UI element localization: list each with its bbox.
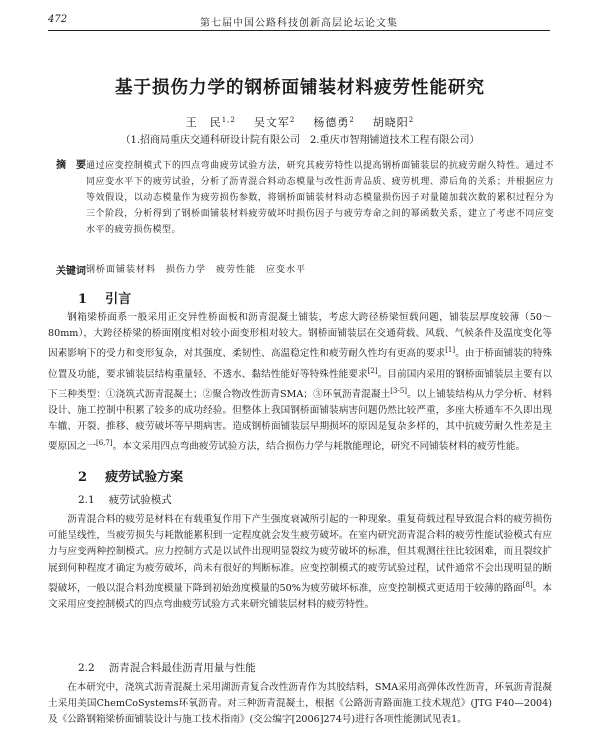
- section-title: 疲劳试验方案: [105, 470, 184, 485]
- author-affiliation-mark: 1,2: [221, 116, 236, 124]
- subsection-title: 沥青混合料最佳沥青用量与性能: [108, 662, 256, 674]
- paper-title: 基于损伤力学的钢桥面铺装材料疲劳性能研究: [115, 78, 485, 98]
- section-heading-2: [78, 466, 183, 485]
- paragraph-fatigue-mode: 沥青混合料的疲劳是材料在有载重复作用下产生强度衰减所引起的一种现象。重复荷载过程导致混合料的疲劳损伤可能呈线性，当疲劳损失与耗散能累积到一定程度就会发生疲劳破坏。在室内研究沥青混合料的疲劳性能试验模式有应力与应变两种控制模式。应力控制方式是以试件出现明显裂纹为疲劳破坏的标准，但其观测往往比较困难，而且裂纹扩展到何种程度才确定为疲劳破坏，尚未有很好的判断标准。应变控制模式的疲劳试验过程，试件通常不会出现明显的断裂破坏，一般以混合料劲度模量下降到初始劲度模量的50%为疲劳破坏标准，应变控制模式更适用于较薄的路面[8]。本文采用应变控制模式的四点弯曲疲劳试验方式来研究铺装层材料的疲劳特性。: [48, 514, 552, 611]
- author-affiliation-mark: 2: [408, 116, 415, 124]
- section-title: 引言: [105, 292, 132, 307]
- subsection-number: 2.2: [78, 662, 95, 674]
- header-rule: [48, 30, 550, 31]
- citation: [3-5]: [390, 386, 408, 395]
- subsection-heading-2-2: [78, 660, 256, 675]
- citation: [8]: [522, 580, 533, 589]
- section-heading-1: [78, 288, 131, 307]
- author-affiliation-mark: 2: [349, 116, 355, 124]
- author-list: [0, 114, 600, 130]
- citation: [6,7]: [95, 439, 113, 448]
- running-header: [48, 14, 550, 30]
- keywords-text: 钢桥面铺装材料 损伤力学 疲劳性能 应变水平: [86, 265, 307, 275]
- section-number: 1: [78, 292, 88, 307]
- paragraph-introduction: 钢箱梁桥面系一般采用正交异性桥面板和沥青混凝土铺装，考虑大跨径桥梁恒载问题，铺装层厚度较薄（50～80mm），大跨径桥梁的桥面刚度相对较小面变形相对较大。钢桥面铺装层在交通荷载、风载、气候条件及温度变化等因素影响下的受力和变形复杂，对其强度、柔韧性、高温稳定性和疲劳耐久性均有更高的要求[1]。由于桥面铺装的特殊位置及功能，要求铺装层结构重量轻、不透水、黏结性能好等特殊性能要求[2]。目前国内采用的钢桥面铺装层主要有以下三种类型：①浇筑式沥青混凝土；②聚合物改性沥青SMA；③环氧沥青混凝土[3-5]。以上铺装结构从力学分析、材料设计、施工控制中积累了较多的成功经验。但整体上我国钢桥面铺装病害问题仍然比较严重，多座大桥通车不久即出现车辙、开裂、推移、疲劳破坏等早期病害。造成钢桥面铺装层早期损坏的原因是复杂多样的，其中抗疲劳耐久性差是主要原因之一[6,7]。本文采用四点弯曲疲劳试验方法，结合损伤力学与耗散能理论，研究不同铺装材料的疲劳性能。: [48, 312, 553, 453]
- abstract-label: 摘 要: [56, 160, 86, 171]
- abstract: [56, 158, 554, 238]
- author-name: 胡晓阳: [372, 116, 409, 129]
- author-name: 王 民: [185, 116, 222, 129]
- citation: [1]: [445, 346, 456, 355]
- author-affiliation-mark: 2: [289, 116, 296, 124]
- subsection-title: 疲劳试验模式: [108, 494, 172, 506]
- paragraph-mix-performance: 在本研究中，浇筑式沥青混凝土采用湖沥青复合改性沥青作为其胶结料，SMA采用高弹体改性沥青，环氧沥青混凝土采用美国ChemCoSystems环氧沥青。对三种沥青混凝土，根据《公路沥青路面施工技术规范》(JTG F40—2004)及《公路钢箱梁桥面铺装设计与施工技术指南》(交公编字[2006]274号)进行各项性能测试见表1。: [48, 682, 552, 726]
- author-name: 吴文军: [253, 116, 290, 129]
- subsection-heading-2-1: [78, 492, 172, 507]
- page-number: 472: [48, 14, 68, 25]
- author-name: 杨德勇: [313, 116, 350, 129]
- abstract-text: 通过应变控制模式下的四点弯曲疲劳试验方法，研究其疲劳特性以提高钢桥面铺装层的抗疲劳耐久特性。通过不同应变水平下的疲劳试验，分析了沥青混合料动态模量与改性沥青品质、疲劳机理、滞后角的关系；并根据应力等效假设，以动态模量作为疲劳损伤参数，将钢桥面铺装材料动态模量损伤因子对量随加载次数的累积过程分为三个阶段，分析得到了钢桥面铺装材料疲劳破坏时损伤因子与疲劳寿命之间的幂函数关系，建立了考虑不同应变水平的疲劳损伤模型。: [86, 161, 554, 235]
- journal-title: 第七届中国公路科技创新高层论坛论文集: [200, 18, 398, 29]
- keywords: [56, 262, 554, 275]
- section-number: 2: [78, 470, 88, 485]
- keywords-label: 关键词: [56, 266, 86, 277]
- subsection-number: 2.1: [78, 494, 95, 506]
- affiliations: （1.招商局重庆交通科研设计院有限公司 2.重庆市智翔铺道技术工程有限公司）: [120, 135, 480, 146]
- citation: [2]: [367, 366, 378, 375]
